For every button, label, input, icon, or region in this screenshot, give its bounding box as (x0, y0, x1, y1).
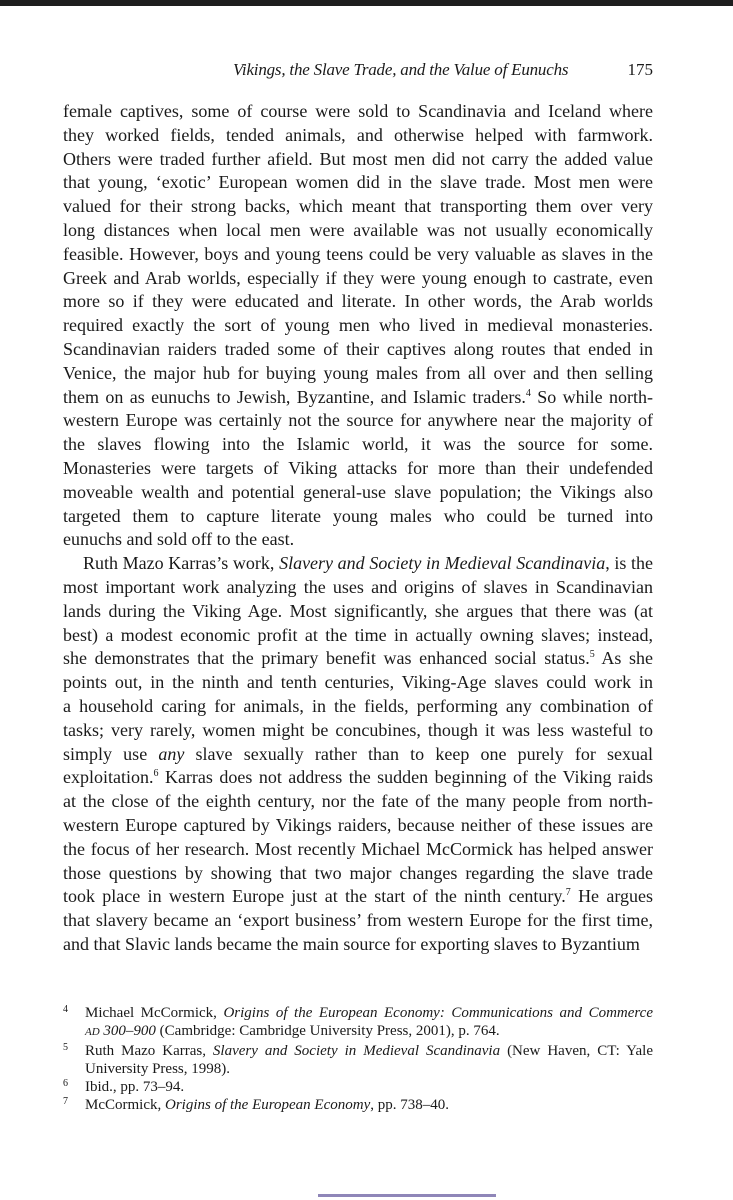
footnote (63, 1042, 653, 1079)
text-run: , is the (605, 553, 653, 574)
text-line (63, 695, 653, 719)
text-line (63, 814, 653, 838)
footnote-number: 7 (63, 1096, 68, 1108)
text-run: moveable wealth and potential general-use slave population; the Vikings also (63, 481, 653, 502)
italic-text: Slavery and Society in Medieval Scandinavia (212, 1042, 501, 1059)
text-line (63, 838, 653, 862)
body-text (63, 100, 653, 957)
footnote-ref: 6 (153, 768, 159, 780)
footnote (63, 1004, 653, 1042)
text-line (63, 243, 653, 267)
top-status-bar (0, 0, 733, 6)
text-line (63, 219, 653, 243)
text-run: Michael McCormick, (85, 1005, 224, 1021)
text-run: that slavery became an ‘export business’ from western Europe for the first time, (63, 910, 653, 931)
italic-text: Slavery and Society in Medieval Scandinavia (279, 553, 606, 574)
text-line (63, 124, 653, 148)
text-run: So while north- (530, 386, 653, 407)
text-run: feasible. However, boys and young teens could be very valuable as slaves in the (63, 243, 653, 264)
footnote-ref: 7 (565, 887, 571, 899)
text-run: Scandinavian raiders traded some of their captives along routes that ended in (63, 338, 653, 359)
text-run: at the close of the eighth century, nor the fate of the many people from north- (63, 791, 653, 812)
footnote-line (85, 1060, 653, 1078)
text-line (63, 624, 653, 648)
footnote-number: 6 (63, 1078, 68, 1090)
text-run: they worked fields, tended animals, and otherwise helped with farmwork. (63, 124, 653, 145)
text-line (63, 885, 653, 909)
home-indicator[interactable] (318, 1194, 496, 1197)
text-line (63, 719, 653, 743)
text-run: and that Slavic lands became the main source for exporting slaves to Byzantium (63, 933, 640, 954)
text-run: Ruth Mazo Karras’s work, (83, 553, 280, 574)
text-line (63, 528, 653, 552)
footnote-line (85, 1004, 653, 1022)
paragraph (63, 100, 653, 552)
footnote-number: 5 (63, 1041, 68, 1053)
text-line (63, 171, 653, 195)
text-run: a household caring for animals, in the fields, performing any combination of (63, 695, 653, 716)
text-line (63, 552, 653, 576)
text-line (63, 790, 653, 814)
footnote-line (85, 1096, 653, 1114)
text-run: , pp. 738–40. (370, 1097, 449, 1114)
text-line (63, 362, 653, 386)
footnote (63, 1078, 653, 1096)
italic-text: Origins of the European Economy: Communications and Commerce (223, 1005, 653, 1021)
text-line (63, 647, 653, 671)
text-run: (New Haven, CT: Yale (500, 1042, 653, 1059)
text-line (63, 290, 653, 314)
text-line (63, 148, 653, 172)
text-run: Monasteries were targets of Viking attacks for more than their undefended (63, 457, 653, 478)
text-run: female captives, some of course were sold to Scandinavia and Iceland where (63, 101, 653, 121)
text-run: them on as eunuchs to Jewish, Byzantine, and Islamic traders. (63, 386, 526, 407)
text-run: Venice, the major hub for buying young males from all over and then selling (63, 362, 653, 383)
text-line (63, 671, 653, 695)
footnote-line (85, 1042, 653, 1060)
text-line (63, 100, 653, 124)
italic-text: 300–900 (99, 1023, 156, 1040)
text-run: slave sexually rather than to keep one purely for sexual (184, 743, 653, 764)
text-run: western Europe captured by Vikings raiders, because neither of these issues are (63, 814, 653, 835)
text-run: western Europe was certainly not the source for anywhere near the majority of (63, 410, 653, 431)
text-run: more so if they were educated and literate. In other words, the Arab worlds (63, 291, 653, 312)
text-run: most important work analyzing the uses and origins of slaves in Scandinavian (63, 576, 653, 597)
text-run: she demonstrates that the primary benefit was enhanced social status. (63, 648, 590, 669)
text-run: Karras does not address the sudden beginning of the Viking raids (158, 767, 653, 788)
text-line (63, 314, 653, 338)
text-line (63, 766, 653, 790)
page-number: 175 (627, 60, 653, 79)
text-line (63, 338, 653, 362)
text-line (63, 743, 653, 767)
text-run: lands during the Viking Age. Most significantly, she argues that there was (at (63, 600, 653, 621)
text-run: As she (594, 648, 653, 669)
footnote-line (85, 1022, 653, 1041)
text-run: valued for their strong backs, which meant that transporting them over very (63, 196, 653, 217)
text-line (63, 481, 653, 505)
text-run: the focus of her research. Most recently Michael McCormick has helped answer (63, 838, 653, 859)
text-line (63, 862, 653, 886)
text-run: tasks; very rarely, women might be concubines, though it was less wasteful to (63, 719, 653, 740)
text-run: He argues (570, 886, 653, 907)
text-line (63, 505, 653, 529)
text-line (63, 457, 653, 481)
text-run: took place in western Europe just at the start of the ninth century. (63, 886, 566, 907)
text-run: Ibid., pp. 73–94. (85, 1079, 185, 1096)
text-run: targeted them to capture literate young males who could be turned into (63, 505, 653, 526)
text-run: eunuchs and sold off to the east. (63, 529, 295, 550)
small-caps-text: AD (85, 1026, 100, 1039)
text-run: required exactly the sort of young men who lived in medieval monasteries. (63, 315, 653, 336)
footnote-line (85, 1078, 653, 1096)
text-run: points out, in the ninth and tenth centuries, Viking-Age slaves could work in (63, 672, 653, 693)
footnotes (63, 1004, 653, 1115)
text-run: that young, ‘exotic’ European women did in the slave trade. Most men were (63, 172, 653, 193)
text-run: (Cambridge: Cambridge University Press, 2001), p. 764. (155, 1023, 500, 1040)
text-run: Others were traded further afield. But most men did not carry the added value (63, 148, 653, 169)
text-run: Greek and Arab worlds, especially if they were young enough to castrate, even (63, 267, 653, 288)
italic-text: Origins of the European Economy (165, 1097, 371, 1114)
text-run: Ruth Mazo Karras, (85, 1042, 213, 1059)
text-line (63, 267, 653, 291)
text-line (63, 433, 653, 457)
footnote (63, 1096, 653, 1114)
text-line (63, 933, 653, 957)
text-line (63, 386, 653, 410)
italic-text: any (158, 743, 185, 764)
text-line (63, 909, 653, 933)
footnote-ref: 5 (589, 649, 595, 661)
text-line (63, 195, 653, 219)
text-run: exploitation. (63, 767, 154, 788)
text-run: McCormick, (85, 1097, 165, 1114)
text-run: long distances when local men were available was not usually economically (63, 219, 653, 240)
text-run: the slaves flowing into the Islamic world, it was the source for some. (63, 434, 653, 455)
text-run: those questions by showing that two major changes regarding the slave trade (63, 862, 653, 883)
text-run: best) a modest economic profit at the time in actually owning slaves; instead, (63, 624, 653, 645)
text-run: simply use (63, 743, 159, 764)
text-run: University Press, 1998). (85, 1060, 230, 1077)
text-line (63, 600, 653, 624)
running-header (233, 60, 653, 84)
text-line (63, 409, 653, 433)
footnote-number: 4 (63, 1004, 68, 1015)
footnote-ref: 4 (525, 387, 531, 399)
text-line (63, 576, 653, 600)
running-title: Vikings, the Slave Trade, and the Value of Eunuchs (233, 60, 569, 79)
paragraph (63, 552, 653, 957)
